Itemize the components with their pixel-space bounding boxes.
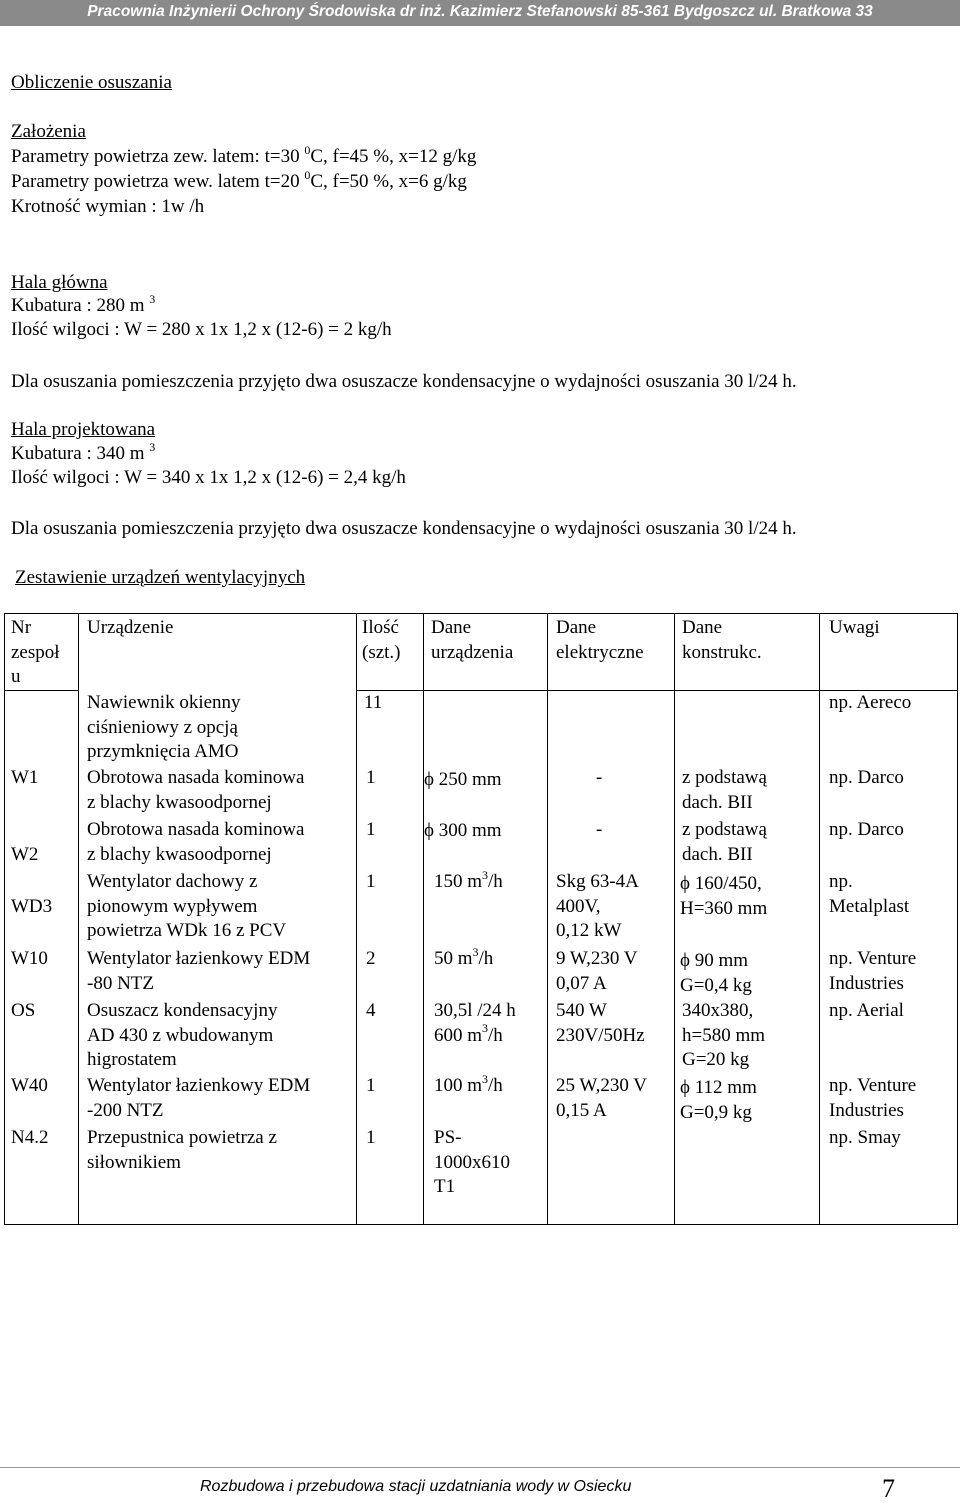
table-row-notes: np. Darco [829,819,904,840]
table-row-elec: 9 W,230 V 0,07 A [556,948,638,994]
table-row-data: ϕ 300 mm [424,820,502,841]
table-row-qty: 11 [364,692,383,713]
equipment-table [4,613,958,1225]
footer-text: Rozbudowa i przebudowa stacji uzdatniania wody w Osiecku [200,1478,632,1495]
table-row-device: Wentylator łazienkowy EDM -200 NTZ [87,1075,311,1121]
table-row-data: ϕ 250 mm [424,769,502,790]
table-row-constr: z podstawą dach. BII [682,819,767,865]
header-qty: Ilość (szt.) [362,617,401,663]
table-row-constr: ϕ 90 mm G=0,4 kg [680,950,752,996]
assumptions-air-changes: Krotność wymian : 1w /h [11,196,205,217]
nr-label: WD3 [11,896,53,917]
hall-main-note: Dla osuszania pomieszczenia przyjęto dwa osuszacze kondensacyjne o wydajności osuszania 30 l/24 h. [11,371,797,392]
assumptions-indoor: Parametry powietrza wew. latem t=20 $^0$C, f=50 %, x=6 g/kg [11,167,467,192]
table-row-notes: np. Darco [829,767,904,788]
nr-label: W40 [11,1075,48,1096]
table-row-data: PS- 1000x610 T1 [434,1127,510,1197]
table-row-qty: 1 [366,1127,376,1148]
table-row-constr: 340x380, h=580 mm G=20 kg [682,1000,766,1070]
table-row-elec: 25 W,230 V 0,15 A [556,1075,647,1121]
table-row-qty: 2 [366,948,376,969]
table-row-device: Obrotowa nasada kominowa z blachy kwasoodpornej [87,819,305,865]
nr-label: W10 [11,948,48,969]
table-row-device: Wentylator łazienkowy EDM -80 NTZ [87,948,311,994]
table-row-data: 50 $m^3/h$ [434,944,494,969]
section-title: Obliczenie osuszania [11,72,172,93]
table-row-notes: np. Smay [829,1127,901,1148]
column-divider [674,613,675,1225]
table-row-notes: np. Venture Industries [829,1075,917,1121]
column-divider [547,613,548,1225]
header-rule [4,690,78,691]
hall-projected-volume: Kubatura : 340 m $^3$ [11,439,156,464]
table-row-elec: Skg 63-4A 400V, 0,12 kW [556,871,639,941]
table-row-constr: ϕ 160/450, H=360 mm [680,873,768,919]
header-device-data: Dane urządzenia [431,617,514,663]
assumptions-heading: Założenia [11,121,86,142]
nr-label: OS [11,1000,36,1021]
page-number: 7 [882,1474,895,1503]
hall-projected-heading: Hala projektowana [11,419,156,440]
table-row-data: 100 $m^3/h$ [434,1071,503,1096]
hall-main-moisture: Ilość wilgoci : W = 280 x 1x 1,2 x (12-6) = 2 kg/h [11,319,392,340]
table-row-qty: 1 [366,871,376,892]
nr-label: N4.2 [11,1127,49,1148]
table-row-elec: - [596,819,603,840]
header-notes: Uwagi [829,617,880,638]
table-row-qty: 1 [366,1075,376,1096]
table-row-notes: np. Metalplast [829,871,910,917]
table-row-device: Wentylator dachowy z pionowym wypływem powietrza WDk 16 z PCV [87,871,287,941]
table-row-constr: z podstawą dach. BII [682,767,767,813]
header-device: Urządzenie [87,617,174,638]
table-row-device: Obrotowa nasada kominowa z blachy kwasoodpornej [87,767,305,813]
assumptions-outdoor: Parametry powietrza zew. latem: t=30 $^0$C, f=45 %, x=12 g/kg [11,142,477,167]
nr-label: W1 [11,767,39,788]
table-row-constr: ϕ 112 mm G=0,9 kg [680,1077,757,1123]
table-row-device: Nawiewnik okienny ciśnieniowy z opcją przymknięcia AMO [87,692,241,762]
equipment-heading: Zestawienie urządzeń wentylacyjnych [15,567,306,588]
hall-projected-moisture: Ilość wilgoci : W = 340 x 1x 1,2 x (12-6) = 2,4 kg/h [11,467,406,488]
table-row-qty: 4 [366,1000,376,1021]
column-divider [78,613,79,1225]
hall-projected-note: Dla osuszania pomieszczenia przyjęto dwa osuszacze kondensacyjne o wydajności osuszania 30 l/24 h. [11,518,797,539]
header-electrical: Dane elektryczne [556,617,644,663]
table-row-qty: 1 [366,819,376,840]
table-row-notes: np. Venture Industries [829,948,917,994]
header-construction: Dane konstrukc. [682,617,762,663]
table-row-device: Przepustnica powietrza z siłownikiem [87,1127,277,1173]
column-divider [423,613,424,1225]
footer-divider [0,1467,960,1468]
page-header-text: Pracownia Inżynierii Ochrony Środowiska dr inż. Kazimierz Stefanowski 85-361 Bydgoszcz ul. Bratkowa 33 [87,3,873,20]
table-row-elec: 540 W 230V/50Hz [556,1000,645,1046]
table-row-notes: np. Aereco [829,692,912,713]
page-header-bar [0,0,960,26]
table-row-qty: 1 [366,767,376,788]
table-row-data: 150 $m^3/h$ [434,867,503,892]
column-divider [356,613,357,1225]
table-row-elec: - [596,767,603,788]
header-nr: Nr zespoł u [11,617,60,687]
column-divider [819,613,820,1225]
table-row-notes: np. Aerial [829,1000,904,1021]
table-row-data: 30,5l /24 h 600 $m^3/h$ [434,1000,516,1046]
hall-main-volume: Kubatura : 280 m $^3$ [11,291,156,316]
hall-main-heading: Hala główna [11,272,108,293]
table-row-device: Osuszacz kondensacyjny AD 430 z wbudowanym higrostatem [87,1000,278,1070]
nr-label: W2 [11,844,39,865]
